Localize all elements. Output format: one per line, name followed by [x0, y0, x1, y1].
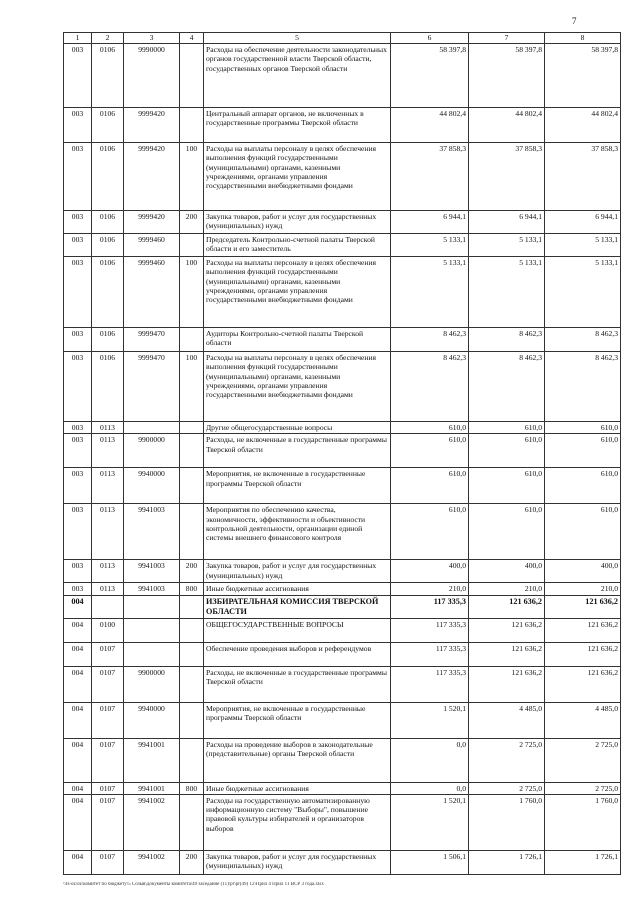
code-expense-type-cell — [180, 234, 204, 257]
expense-name-cell: Иные бюджетные ассигнования — [204, 583, 391, 595]
column-header: 8 — [545, 33, 621, 44]
amount-year1-cell: 37 858,3 — [391, 143, 469, 211]
expense-name-cell: Закупка товаров, работ и услуг для государственных (муниципальных) нужд — [204, 560, 391, 583]
code-target-cell: 9941001 — [124, 738, 180, 782]
page-number: 7 — [572, 16, 577, 26]
expense-name-cell: Мероприятия, не включенные в государственные программы Тверской области — [204, 702, 391, 738]
code-target-cell — [124, 642, 180, 666]
code-admin-cell: 004 — [64, 702, 92, 738]
table-row — [64, 257, 621, 328]
expense-name-cell: Мероприятия по обеспечению качества, экономичности, эффективности и объективности контрольной деятельности, организации единой системы внешнего финансового контроля — [204, 504, 391, 560]
expense-name-cell: Закупка товаров, работ и услуг для государственных (муниципальных) нужд — [204, 850, 391, 874]
column-header: 1 — [64, 33, 92, 44]
code-section-cell: 0106 — [92, 44, 124, 108]
amount-year2-cell: 4 485,0 — [469, 702, 545, 738]
table-row — [64, 583, 621, 595]
amount-year3-cell: 37 858,3 — [545, 143, 621, 211]
amount-year1-cell: 5 133,1 — [391, 234, 469, 257]
code-expense-type-cell — [180, 618, 204, 642]
code-admin-cell: 003 — [64, 44, 92, 108]
table-row — [64, 794, 621, 850]
code-section-cell: 0113 — [92, 560, 124, 583]
table-row — [64, 434, 621, 468]
amount-year3-cell: 4 485,0 — [545, 702, 621, 738]
code-target-cell: 9941003 — [124, 504, 180, 560]
expense-name-cell: Иные бюджетные ассигнования — [204, 782, 391, 794]
column-header: 5 — [204, 33, 391, 44]
expense-name-cell: Расходы, не включенные в государственные программы Тверской области — [204, 434, 391, 468]
code-admin-cell: 003 — [64, 422, 92, 434]
amount-year3-cell: 610,0 — [545, 422, 621, 434]
expense-name-cell: ИЗБИРАТЕЛЬНАЯ КОМИССИЯ ТВЕРСКОЙ ОБЛАСТИ — [204, 595, 391, 618]
code-section-cell: 0113 — [92, 422, 124, 434]
table-row — [64, 143, 621, 211]
table-row — [64, 211, 621, 234]
table-row — [64, 328, 621, 352]
code-section-cell: 0100 — [92, 618, 124, 642]
code-admin-cell: 004 — [64, 618, 92, 642]
code-admin-cell: 003 — [64, 434, 92, 468]
amount-year1-cell: 1 520,1 — [391, 794, 469, 850]
amount-year3-cell: 2 725,0 — [545, 738, 621, 782]
code-section-cell: 0113 — [92, 504, 124, 560]
code-section-cell: 0113 — [92, 434, 124, 468]
amount-year2-cell: 1 726,1 — [469, 850, 545, 874]
amount-year3-cell: 610,0 — [545, 434, 621, 468]
amount-year1-cell: 117 335,3 — [391, 595, 469, 618]
amount-year3-cell: 400,0 — [545, 560, 621, 583]
code-expense-type-cell — [180, 642, 204, 666]
code-target-cell: 9900000 — [124, 666, 180, 702]
table-row — [64, 642, 621, 666]
code-admin-cell: 003 — [64, 504, 92, 560]
code-expense-type-cell — [180, 738, 204, 782]
code-expense-type-cell — [180, 328, 204, 352]
amount-year2-cell: 610,0 — [469, 468, 545, 504]
code-target-cell — [124, 595, 180, 618]
amount-year2-cell: 610,0 — [469, 434, 545, 468]
code-expense-type-cell — [180, 794, 204, 850]
table-row — [64, 234, 621, 257]
code-admin-cell: 003 — [64, 468, 92, 504]
amount-year2-cell: 1 760,0 — [469, 794, 545, 850]
amount-year3-cell: 5 133,1 — [545, 257, 621, 328]
amount-year1-cell: 58 397,8 — [391, 44, 469, 108]
expense-name-cell: Расходы, не включенные в государственные программы Тверской области — [204, 666, 391, 702]
code-target-cell: 9999420 — [124, 211, 180, 234]
table-row — [64, 422, 621, 434]
code-section-cell: 0113 — [92, 583, 124, 595]
amount-year3-cell: 8 462,3 — [545, 352, 621, 422]
amount-year2-cell: 121 636,2 — [469, 642, 545, 666]
code-expense-type-cell — [180, 422, 204, 434]
column-header: 7 — [469, 33, 545, 44]
amount-year1-cell: 210,0 — [391, 583, 469, 595]
amount-year1-cell: 117 335,3 — [391, 642, 469, 666]
code-section-cell: 0107 — [92, 642, 124, 666]
budget-table — [63, 32, 621, 875]
amount-year2-cell: 2 725,0 — [469, 738, 545, 782]
amount-year3-cell: 210,0 — [545, 583, 621, 595]
amount-year3-cell: 1 760,0 — [545, 794, 621, 850]
code-target-cell: 9941001 — [124, 782, 180, 794]
expense-name-cell: Председатель Контрольно-счетной палаты Тверской области и его заместитель — [204, 234, 391, 257]
code-section-cell: 0106 — [92, 352, 124, 422]
amount-year1-cell: 0,0 — [391, 738, 469, 782]
code-section-cell: 0107 — [92, 782, 124, 794]
amount-year3-cell: 8 462,3 — [545, 328, 621, 352]
code-target-cell: 9941003 — [124, 583, 180, 595]
column-header: 2 — [92, 33, 124, 44]
code-admin-cell: 004 — [64, 794, 92, 850]
amount-year3-cell: 58 397,8 — [545, 44, 621, 108]
code-admin-cell: 004 — [64, 666, 92, 702]
amount-year3-cell: 610,0 — [545, 504, 621, 560]
amount-year1-cell: 1 520,1 — [391, 702, 469, 738]
expense-name-cell: Расходы на государственную автоматизированную информационную систему "Выборы", повышение правовой культуры избирателей и организаторов выборов — [204, 794, 391, 850]
code-section-cell — [92, 595, 124, 618]
code-target-cell: 9999470 — [124, 328, 180, 352]
code-target-cell: 9990000 — [124, 44, 180, 108]
expense-name-cell: Расходы на обеспечение деятельности законодательных органов государственной власти Тверской области, государственных органов Тверской области — [204, 44, 391, 108]
amount-year2-cell: 210,0 — [469, 583, 545, 595]
code-target-cell: 9999470 — [124, 352, 180, 422]
amount-year1-cell: 6 944,1 — [391, 211, 469, 234]
expense-name-cell: Расходы на выплаты персоналу в целях обеспечения выполнения функций государственными (муниципальными) органами, казенными учреждениями, органами управления государственными внебюджетными фондами — [204, 257, 391, 328]
code-target-cell — [124, 422, 180, 434]
amount-year3-cell: 5 133,1 — [545, 234, 621, 257]
code-expense-type-cell — [180, 595, 204, 618]
amount-year1-cell: 610,0 — [391, 422, 469, 434]
amount-year3-cell: 1 726,1 — [545, 850, 621, 874]
amount-year1-cell: 610,0 — [391, 504, 469, 560]
amount-year1-cell: 5 133,1 — [391, 257, 469, 328]
amount-year1-cell: 1 506,1 — [391, 850, 469, 874]
code-expense-type-cell: 100 — [180, 143, 204, 211]
table-row — [64, 702, 621, 738]
amount-year3-cell: 121 636,2 — [545, 666, 621, 702]
expense-name-cell: Аудиторы Контрольно-счетной палаты Тверской области — [204, 328, 391, 352]
code-admin-cell: 004 — [64, 595, 92, 618]
code-target-cell: 9941002 — [124, 794, 180, 850]
code-section-cell: 0106 — [92, 257, 124, 328]
amount-year1-cell: 400,0 — [391, 560, 469, 583]
column-number-row — [64, 33, 621, 44]
column-header: 3 — [124, 33, 180, 44]
amount-year2-cell: 610,0 — [469, 504, 545, 560]
amount-year1-cell: 610,0 — [391, 468, 469, 504]
code-expense-type-cell — [180, 468, 204, 504]
code-expense-type-cell: 200 — [180, 850, 204, 874]
code-section-cell: 0107 — [92, 666, 124, 702]
column-header: 6 — [391, 33, 469, 44]
amount-year2-cell: 5 133,1 — [469, 234, 545, 257]
table-row — [64, 352, 621, 422]
amount-year2-cell: 8 462,3 — [469, 328, 545, 352]
code-target-cell: 9999460 — [124, 257, 180, 328]
expense-name-cell: Мероприятия, не включенные в государственные программы Тверской области — [204, 468, 391, 504]
amount-year3-cell: 121 636,2 — [545, 618, 621, 642]
amount-year1-cell: 0,0 — [391, 782, 469, 794]
code-admin-cell: 003 — [64, 257, 92, 328]
expense-name-cell: Расходы на выплаты персоналу в целях обеспечения выполнения функций государственными (муниципальными) органами, казенными учреждениями, органами управления государственными внебюджетными фондами — [204, 352, 391, 422]
amount-year3-cell: 44 802,4 — [545, 108, 621, 143]
column-header: 4 — [180, 33, 204, 44]
code-admin-cell: 003 — [64, 583, 92, 595]
code-expense-type-cell — [180, 108, 204, 143]
code-section-cell: 0107 — [92, 738, 124, 782]
file-path-footer: \\fs-oz\oz\комитет по бюджету\5 Созыв\документы комитета\49 заседание (11)\pr\pr(49) 12\Прил 4 Прил 11 ВСР 3 года.xlsx — [63, 882, 324, 887]
expense-name-cell: Расходы на проведение выборов в законодательные (представительные) органы Тверской области — [204, 738, 391, 782]
table-row — [64, 782, 621, 794]
expense-name-cell: Обеспечение проведения выборов и референдумов — [204, 642, 391, 666]
code-target-cell: 9941002 — [124, 850, 180, 874]
amount-year1-cell: 44 802,4 — [391, 108, 469, 143]
code-expense-type-cell — [180, 434, 204, 468]
expense-name-cell: Другие общегосударственные вопросы — [204, 422, 391, 434]
amount-year2-cell: 58 397,8 — [469, 44, 545, 108]
code-section-cell: 0106 — [92, 234, 124, 257]
amount-year2-cell: 610,0 — [469, 422, 545, 434]
code-target-cell: 9900000 — [124, 434, 180, 468]
code-admin-cell: 003 — [64, 108, 92, 143]
code-target-cell: 9940000 — [124, 702, 180, 738]
code-section-cell: 0106 — [92, 108, 124, 143]
amount-year1-cell: 117 335,3 — [391, 618, 469, 642]
amount-year3-cell: 610,0 — [545, 468, 621, 504]
table-row — [64, 595, 621, 618]
code-target-cell: 9941003 — [124, 560, 180, 583]
amount-year2-cell: 121 636,2 — [469, 595, 545, 618]
code-expense-type-cell — [180, 44, 204, 108]
code-expense-type-cell: 100 — [180, 352, 204, 422]
amount-year3-cell: 121 636,2 — [545, 642, 621, 666]
amount-year2-cell: 2 725,0 — [469, 782, 545, 794]
code-admin-cell: 003 — [64, 328, 92, 352]
code-expense-type-cell: 200 — [180, 211, 204, 234]
table-row — [64, 108, 621, 143]
table-row — [64, 666, 621, 702]
amount-year2-cell: 6 944,1 — [469, 211, 545, 234]
code-section-cell: 0106 — [92, 143, 124, 211]
table-row — [64, 504, 621, 560]
code-section-cell: 0107 — [92, 850, 124, 874]
code-section-cell: 0107 — [92, 702, 124, 738]
expense-name-cell: Центральный аппарат органов, не включенных в государственные программы Тверской области — [204, 108, 391, 143]
code-expense-type-cell: 100 — [180, 257, 204, 328]
code-admin-cell: 003 — [64, 234, 92, 257]
table-row — [64, 560, 621, 583]
code-target-cell: 9940000 — [124, 468, 180, 504]
amount-year1-cell: 117 335,3 — [391, 666, 469, 702]
table-row — [64, 44, 621, 108]
code-target-cell: 9999460 — [124, 234, 180, 257]
amount-year2-cell: 400,0 — [469, 560, 545, 583]
code-target-cell — [124, 618, 180, 642]
code-admin-cell: 003 — [64, 560, 92, 583]
table-row — [64, 738, 621, 782]
expense-name-cell: Закупка товаров, работ и услуг для государственных (муниципальных) нужд — [204, 211, 391, 234]
code-expense-type-cell: 800 — [180, 583, 204, 595]
code-target-cell: 9999420 — [124, 143, 180, 211]
code-admin-cell: 004 — [64, 738, 92, 782]
code-section-cell: 0107 — [92, 794, 124, 850]
code-section-cell: 0113 — [92, 468, 124, 504]
table-row — [64, 468, 621, 504]
expense-name-cell: Расходы на выплаты персоналу в целях обеспечения выполнения функций государственными (муниципальными) органами, казенными учреждениями, органами управления государственными внебюджетными фондами — [204, 143, 391, 211]
code-admin-cell: 003 — [64, 352, 92, 422]
table-row — [64, 618, 621, 642]
code-expense-type-cell — [180, 666, 204, 702]
amount-year1-cell: 8 462,3 — [391, 328, 469, 352]
code-admin-cell: 003 — [64, 211, 92, 234]
amount-year2-cell: 5 133,1 — [469, 257, 545, 328]
code-section-cell: 0106 — [92, 211, 124, 234]
amount-year2-cell: 37 858,3 — [469, 143, 545, 211]
code-admin-cell: 004 — [64, 782, 92, 794]
code-expense-type-cell: 800 — [180, 782, 204, 794]
amount-year2-cell: 44 802,4 — [469, 108, 545, 143]
amount-year3-cell: 121 636,2 — [545, 595, 621, 618]
code-expense-type-cell: 200 — [180, 560, 204, 583]
amount-year2-cell: 121 636,2 — [469, 618, 545, 642]
code-expense-type-cell — [180, 702, 204, 738]
code-section-cell: 0106 — [92, 328, 124, 352]
expense-name-cell: ОБЩЕГОСУДАРСТВЕННЫЕ ВОПРОСЫ — [204, 618, 391, 642]
amount-year3-cell: 2 725,0 — [545, 782, 621, 794]
table-row — [64, 850, 621, 874]
code-target-cell: 9999420 — [124, 108, 180, 143]
code-admin-cell: 003 — [64, 143, 92, 211]
amount-year1-cell: 610,0 — [391, 434, 469, 468]
amount-year2-cell: 8 462,3 — [469, 352, 545, 422]
code-admin-cell: 004 — [64, 642, 92, 666]
code-expense-type-cell — [180, 504, 204, 560]
amount-year3-cell: 6 944,1 — [545, 211, 621, 234]
amount-year1-cell: 8 462,3 — [391, 352, 469, 422]
code-admin-cell: 004 — [64, 850, 92, 874]
amount-year2-cell: 121 636,2 — [469, 666, 545, 702]
